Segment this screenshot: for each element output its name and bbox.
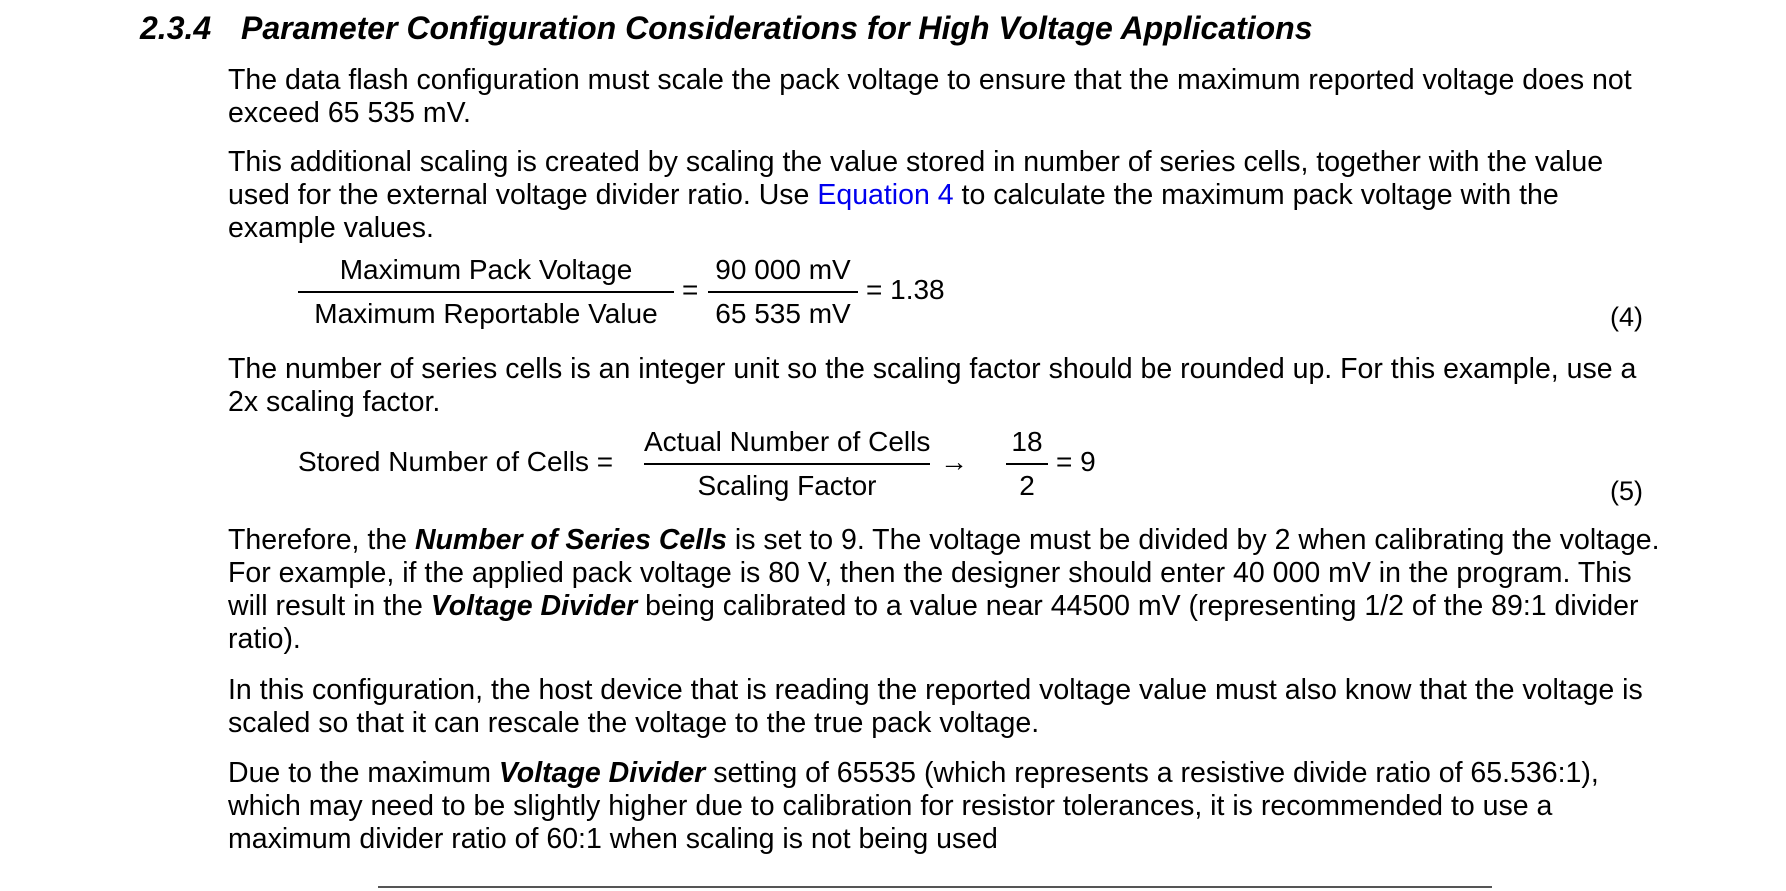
term-voltage-divider-2: Voltage Divider — [498, 757, 706, 789]
eq5-frac2-denominator: 2 — [1019, 470, 1035, 501]
paragraph-5: In this configuration, the host device that is reading the reported voltage value must also know that the voltage is scaled so that it can rescale the voltage to the true pack voltage. — [228, 674, 1643, 739]
term-voltage-divider: Voltage Divider — [430, 590, 638, 622]
equation-4-link[interactable]: Equation 4 — [817, 179, 954, 211]
term-number-of-series-cells: Number of Series Cells — [414, 524, 727, 556]
paragraph-1: The data flash configuration must scale the pack voltage to ensure that the maximum reported voltage does not exceed 65 535 mV. — [228, 64, 1632, 129]
paragraph-4-text-c: being calibrated to a value near 44500 mV (representing 1/2 of the 89:1 divider ratio). — [228, 590, 1639, 655]
eq4-fraction-1 — [298, 252, 674, 332]
eq5-frac1-numerator: Actual Number of Cells — [644, 426, 931, 457]
section-number: 2.3.4 — [140, 10, 212, 46]
eq5-fraction-1 — [644, 424, 930, 504]
equation-5-label: (5) — [1610, 476, 1643, 506]
paragraph-2-text-b: to calculate the maximum pack voltage with the example values. — [228, 179, 1559, 244]
eq4-fraction-2 — [708, 252, 858, 332]
eq4-frac1-numerator: Maximum Pack Voltage — [339, 254, 633, 285]
paragraph-3: The number of series cells is an integer unit so the scaling factor should be rounded up. For this example, use a 2x scaling factor. — [228, 353, 1637, 418]
paragraph-4-text-b: is set to 9. The voltage must be divided by 2 when calibrating the voltage. For example, if the applied pack voltage is 80 V, then the designer should enter 40 000 mV in the program. This will result in the — [228, 524, 1660, 622]
eq4-frac1-bar — [298, 291, 674, 293]
paragraph-6 — [228, 757, 1668, 856]
eq5-fraction-2 — [1006, 424, 1048, 504]
section-title: Parameter Configuration Considerations for High Voltage Applications — [241, 10, 1313, 46]
eq4-frac2-numerator: 90 000 mV — [715, 254, 851, 285]
eq5-frac2-bar — [1006, 463, 1048, 465]
paragraph-4 — [228, 524, 1668, 656]
footer-divider — [378, 886, 1492, 888]
eq5-frac2-numerator: 18 — [1011, 426, 1043, 457]
paragraph-2 — [228, 146, 1668, 245]
eq5-result: = 9 — [1056, 446, 1096, 477]
eq5-lhs: Stored Number of Cells = — [298, 446, 614, 477]
section-heading — [140, 8, 1313, 48]
eq4-frac2-denominator: 65 535 mV — [715, 298, 851, 329]
eq5-frac1-bar — [644, 463, 930, 465]
eq4-equals: = — [682, 274, 699, 305]
eq4-frac1-denominator: Maximum Reportable Value — [314, 298, 658, 329]
paragraph-2-text-a: This additional scaling is created by scaling the value stored in number of series cells, together with the value used for the external voltage divider ratio. Use — [228, 146, 1604, 211]
paragraph-6-text-a: Due to the maximum — [228, 757, 499, 789]
eq5-frac1-denominator: Scaling Factor — [697, 470, 877, 501]
eq4-frac2-bar — [708, 291, 858, 293]
equation-4-label: (4) — [1610, 302, 1643, 332]
paragraph-6-text-b: setting of 65535 (which represents a resistive divide ratio of 65.536:1), which may need to be slightly higher due to calibration for resistor tolerances, it is recommended to use a maximum divider ratio of 60:1 when scaling is not being used — [228, 757, 1599, 855]
paragraph-4-text-a: Therefore, the — [228, 524, 415, 556]
eq5-arrow: → — [940, 446, 968, 477]
eq4-result: = 1.38 — [866, 274, 945, 305]
